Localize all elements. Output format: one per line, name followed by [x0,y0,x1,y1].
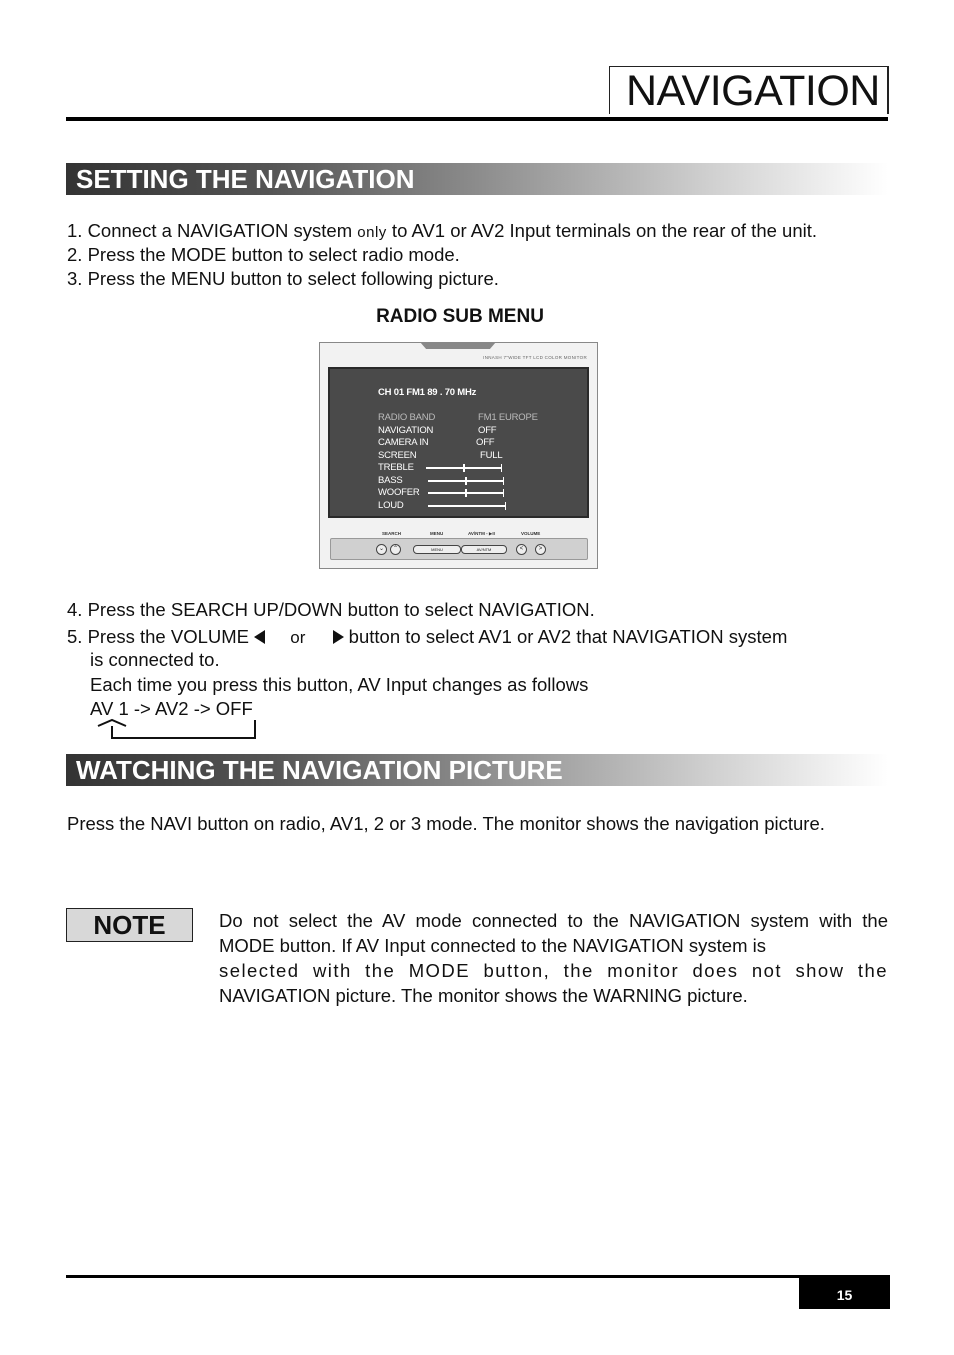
step-5-text-a: 5. Press the VOLUME [67,626,255,647]
treble-slider [426,464,502,472]
slider-label: BASS [378,475,403,486]
control-panel [330,538,588,560]
slider-knob [463,464,465,472]
page-title: NAVIGATION [609,66,889,114]
screen-status-line: CH 01 FM1 89 . 70 MHz [378,387,477,398]
monitor-screen [328,367,589,518]
menu-item-value: FM1 EUROPE [478,412,538,423]
note-label: NOTE [66,908,193,942]
loud-slider [428,502,506,510]
step-2: 2. Press the MODE button to select radio mode. [67,244,460,265]
step-3: 3. Press the MENU button to select following picture. [67,268,499,289]
device-brand-label: INNASH 7"WIDE TFT LCD COLOR MONITOR [483,355,587,360]
search-label: SEARCH [382,531,402,536]
av-cycle-text: AV 1 -> AV2 -> OFF [90,698,253,719]
woofer-slider [428,489,504,497]
note-text-c: NAVIGATION picture. The monitor shows the WARNING picture. [219,985,748,1006]
slider-knob [465,489,467,497]
step-1-text-b: to AV1 or AV2 Input terminals on the rear of the unit. [386,220,818,241]
volume-right-arrow-icon [333,630,344,644]
menu-item-label: NAVIGATION [378,425,434,436]
menu-item-label: CAMERA IN [378,437,429,448]
menu-item-label: SCREEN [378,450,417,461]
avntm-button[interactable]: AV/NTM [461,545,507,554]
step-5-or: or [290,628,306,647]
avntm-label: AV/NTM - ▶II [468,531,495,536]
slider-label: WOOFER [378,487,420,498]
slider-label: TREBLE [378,462,414,473]
step-1-text-a: 1. Connect a NAVIGATION system [67,220,358,241]
volume-left-icon[interactable]: < [516,544,527,555]
search-up-icon[interactable]: ⌃ [390,544,401,555]
section-heading-watching: WATCHING THE NAVIGATION PICTURE [66,754,888,786]
watching-paragraph: Press the NAVI button on radio, AV1, 2 or 3 mode. The monitor shows the navigation picture. [67,813,825,834]
step-5-continued: is connected to. [90,649,220,670]
step-1 [67,220,817,244]
step-5-each-time: Each time you press this button, AV Input changes as follows [90,674,589,695]
volume-label: VOLUME [521,531,541,536]
bass-slider [428,477,504,485]
header-rule [66,117,888,121]
menu-button[interactable]: MENU [413,545,461,554]
step-5-text-b: button to select AV1 or AV2 that NAVIGATION system [348,626,788,647]
note-text-a: Do not select the AV mode connected to the NAVIGATION system with the MODE button. If AV Input connected to the NAVIGATION system is [219,910,888,956]
device-top-tab [420,342,496,349]
slider-label: LOUD [378,500,404,511]
section-heading-setting: SETTING THE NAVIGATION [66,163,888,195]
menu-item-value: OFF [478,425,497,436]
menu-item-label: RADIO BAND [378,412,436,423]
figure-caption: RADIO SUB MENU [376,306,544,327]
cycle-return-arrow-icon [92,718,262,742]
volume-right-icon[interactable]: > [535,544,546,555]
search-down-icon[interactable]: ⌄ [376,544,387,555]
step-4: 4. Press the SEARCH UP/DOWN button to select NAVIGATION. [67,599,595,620]
menu-item-value: FULL [480,450,503,461]
step-5 [67,626,787,649]
footer-rule [66,1275,890,1278]
page-number: 15 [799,1276,890,1309]
note-text-b: selected with the MODE button, the monitor does not show the [219,960,888,981]
menu-item-value: OFF [476,437,495,448]
slider-knob [465,477,467,485]
volume-left-arrow-icon [254,630,265,644]
radio-sub-menu-figure [319,342,598,569]
note-text [219,908,888,1008]
menu-label: MENU [430,531,444,536]
step-1-only: only [357,224,387,241]
